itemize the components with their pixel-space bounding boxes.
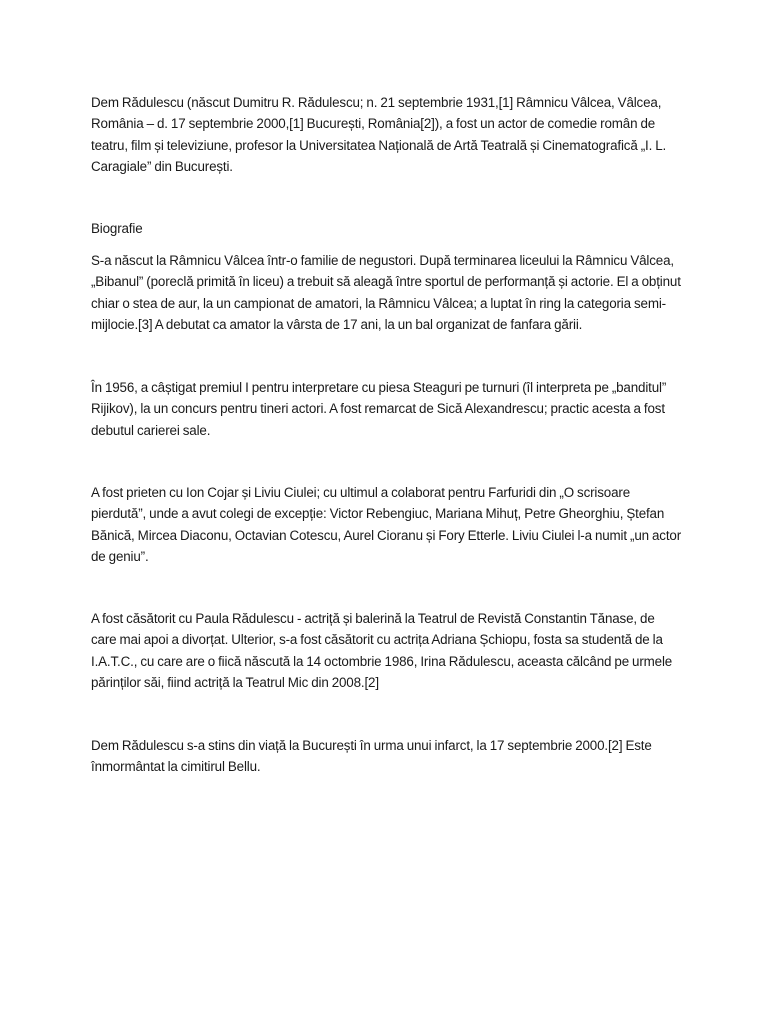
biography-paragraph-death: Dem Rădulescu s-a stins din viață la București în urma unui infarct, la 17 septembrie 2000.[2] Este înmormântat la cimitirul Bellu.: [91, 738, 652, 775]
intro-paragraph: Dem Rădulescu (născut Dumitru R. Rădulescu; n. 21 septembrie 1931,[1] Râmnicu Vâlcea, Vâlcea, România – d. 17 septembrie 2000,[1] București, România[2]), a fost un actor de comedie român de teatru, film și televiziune, profesor la Universitatea Națională de Artă Teatrală și Cinematografică „I. L. Caragiale” din București.: [91, 95, 667, 174]
biography-paragraph-early-life: S-a născut la Râmnicu Vâlcea într-o familie de negustori. După terminarea liceului la Râmnicu Vâlcea, „Bibanul” (poreclă primită în liceu) a trebuit să aleagă între sportul de performanță și actorie. El a obținut chiar o stea de aur, la un campionat de amatori, la Râmnicu Vâlcea; a luptat în ring la categoria semi-mijlocie.[3] A debutat ca amator la vârsta de 17 ani, la un bal organizat de fanfara gării.: [91, 253, 681, 332]
section-heading-biografie: Biografie: [91, 221, 143, 236]
biography-paragraph-colleagues: A fost prieten cu Ion Cojar și Liviu Ciulei; cu ultimul a colaborat pentru Farfuridi din „O scrisoare pierdută”, unde a avut colegi de excepție: Victor Rebengiuc, Mariana Mihuț, Petre Gheorghiu, Ștefan Bănică, Mircea Diaconu, Octavian Cotescu, Aurel Cioranu și Fory Etterle. Liviu Ciulei l-a numit „un actor de geniu”.: [91, 485, 681, 564]
biography-paragraph-debut: În 1956, a câștigat premiul I pentru interpretare cu piesa Steaguri pe turnuri (îl interpreta pe „banditul” Rijikov), la un concurs pentru tineri actori. A fost remarcat de Sică Alexandrescu; practic acesta a fost debutul carierei sale.: [91, 380, 667, 438]
biography-paragraph-family: A fost căsătorit cu Paula Rădulescu - actriță și balerină la Teatrul de Revistă Constantin Tănase, de care mai apoi a divorțat. Ulterior, s-a fost căsătorit cu actrița Adriana Șchiopu, fosta sa studentă de la I.A.T.C., cu care are o fiică născută la 14 octombrie 1986, Irina Rădulescu, aceasta călcând pe urmele părinților săi, fiind actriță la Teatrul Mic din 2008.[2]: [91, 611, 673, 690]
